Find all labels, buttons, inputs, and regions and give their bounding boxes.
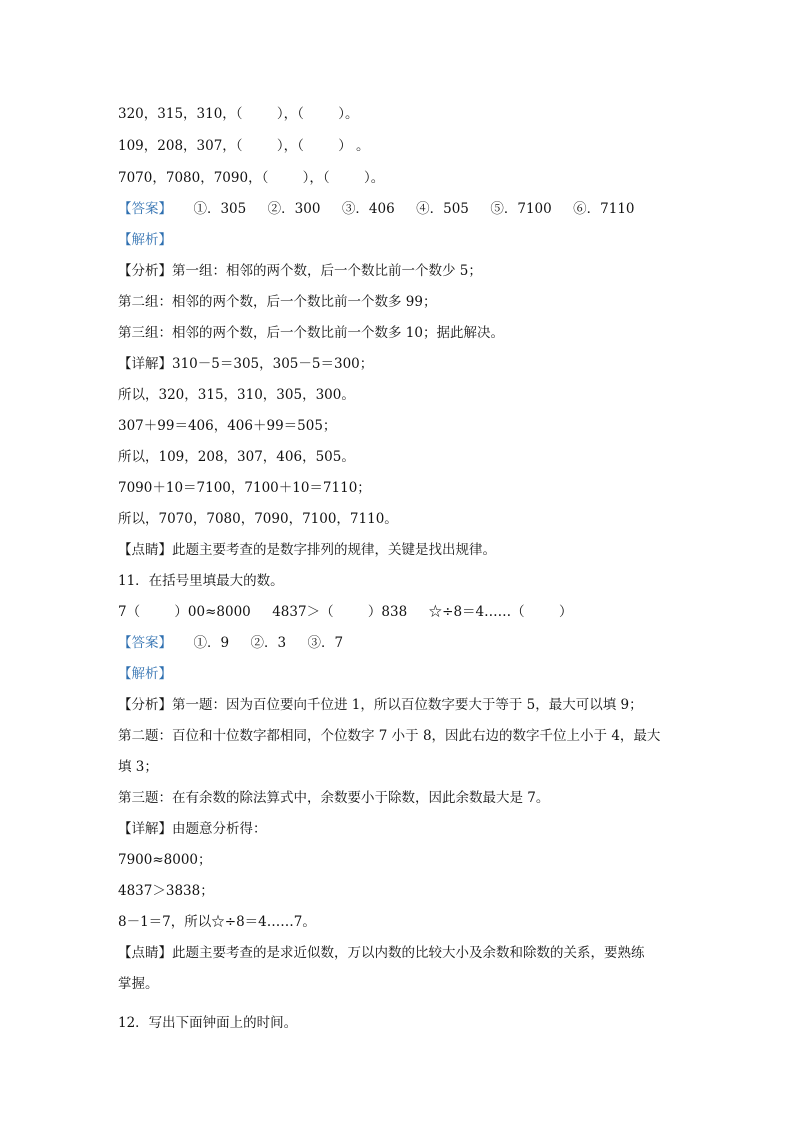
fenxi3-q10: 第三组：相邻的两个数，后一个数比前一个数多 10；据此解决。 — [118, 325, 504, 341]
fenxi2-q11: 第二题：百位和十位数字都相同，个位数字 7 小于 8，因此右边的数字千位上小于 4，最大 — [118, 728, 661, 744]
xiangjie4-q11: 8－1＝7，所以☆÷8＝4……7。 — [118, 914, 316, 930]
sequence-1: 320，315，310，（ ），（ ）。 — [118, 106, 359, 122]
q11-title: 11．在括号里填最大的数。 — [118, 573, 284, 589]
fenxi1-q11: 【分析】第一题：因为百位要向千位进 1，所以百位数字要大于等于 5，最大可以填 9； — [118, 697, 643, 713]
xiangjie5-q10: 7090＋10＝7100，7100＋10＝7110； — [118, 480, 371, 496]
xiangjie1-q11: 【详解】由题意分析得： — [118, 821, 267, 837]
xiangjie2-q11: 7900≈8000； — [118, 852, 212, 868]
dianjing2-q11: 掌握。 — [118, 976, 159, 992]
fenxi4-q11: 第三题：在有余数的除法算式中，余数要小于除数，因此余数最大是 7。 — [118, 790, 550, 806]
xiangjie3-q11: 4837＞3838； — [118, 883, 214, 899]
xiangjie3-q10: 307＋99＝406，406＋99＝505； — [118, 418, 337, 434]
answer-text: ①．305 ②．300 ③．406 ④．505 ⑤．7100 ⑥．7110 — [172, 201, 635, 217]
answer-tag: 【答案】 — [118, 201, 172, 217]
answer-text: ①．9 ②．3 ③．7 — [172, 635, 344, 651]
analysis-tag-q11: 【解析】 — [118, 666, 172, 682]
sequence-2: 109，208，307，（ ），（ ） 。 — [118, 138, 370, 154]
q12-title: 12．写出下面钟面上的时间。 — [118, 1015, 298, 1031]
sequence-3: 7070，7080，7090，（ ），（ ）。 — [118, 170, 385, 186]
dianjing-q10: 【点睛】此题主要考查的是数字排列的规律，关键是找出规律。 — [118, 542, 496, 558]
answer-line-q10 — [118, 199, 635, 219]
fenxi-q10: 【分析】第一组：相邻的两个数，后一个数比前一个数少 5； — [118, 263, 482, 279]
analysis-tag-q10: 【解析】 — [118, 232, 172, 248]
answer-tag: 【答案】 — [118, 635, 172, 651]
xiangjie1-q10: 【详解】310－5＝305，305－5＝300； — [118, 356, 374, 372]
fenxi2-q10: 第二组：相邻的两个数，后一个数比前一个数多 99； — [118, 294, 437, 310]
fenxi3-q11: 填 3； — [118, 759, 158, 775]
answer-line-q11 — [118, 633, 343, 653]
q11-problem: 7（ ）00≈8000 4837＞（ ）838 ☆÷8＝4……（ ） — [118, 604, 573, 620]
xiangjie2-q10: 所以，320，315，310，305，300。 — [118, 387, 355, 403]
xiangjie6-q10: 所以，7070，7080，7090，7100，7110。 — [118, 511, 398, 527]
dianjing1-q11: 【点睛】此题主要考查的是求近似数，万以内数的比较大小及余数和除数的关系，要熟练 — [118, 945, 645, 961]
xiangjie4-q10: 所以，109，208，307，406，505。 — [118, 449, 355, 465]
